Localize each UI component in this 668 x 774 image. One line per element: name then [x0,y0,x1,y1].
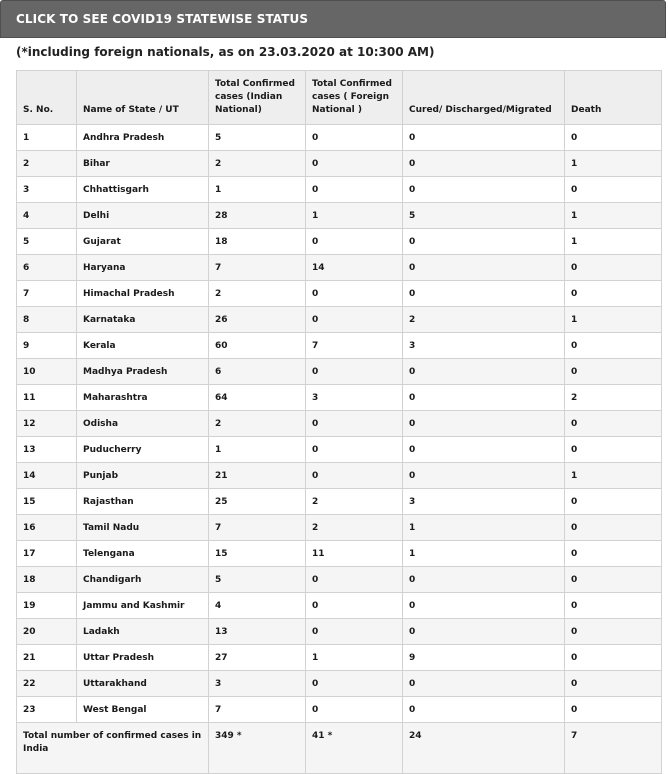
cell-confirmed-indian: 6 [209,359,306,385]
cell-confirmed-foreign: 0 [306,229,403,255]
table-row [17,385,662,411]
cell-death: 0 [565,411,662,437]
cell-sno: 11 [17,385,77,411]
cell-confirmed-indian: 5 [209,125,306,151]
cell-confirmed-indian: 18 [209,229,306,255]
data-note: (*including foreign nationals, as on 23.03.2020 at 10:300 AM) [16,45,435,59]
cell-confirmed-foreign: 0 [306,697,403,723]
cell-cured: 9 [403,645,565,671]
table-row [17,125,662,151]
cell-cured: 3 [403,333,565,359]
cell-cured: 3 [403,489,565,515]
cell-death: 0 [565,281,662,307]
cell-cured: 0 [403,593,565,619]
cell-death: 0 [565,359,662,385]
cell-state: Punjab [77,463,209,489]
table-row [17,567,662,593]
cell-death: 2 [565,385,662,411]
cell-sno: 8 [17,307,77,333]
cell-death: 0 [565,671,662,697]
col-header-confirmed-indian: Total Confirmed cases (Indian National) [209,71,306,125]
table-header-row [17,71,662,125]
cell-cured: 0 [403,177,565,203]
table-row [17,515,662,541]
cell-confirmed-foreign: 7 [306,333,403,359]
table-row [17,307,662,333]
cell-death: 1 [565,463,662,489]
cell-cured: 0 [403,697,565,723]
cell-state: Telengana [77,541,209,567]
cell-confirmed-foreign: 0 [306,567,403,593]
total-death: 7 [565,723,662,774]
table-row [17,541,662,567]
total-foreign: 41 * [306,723,403,774]
cell-death: 0 [565,255,662,281]
cell-cured: 0 [403,151,565,177]
cell-cured: 0 [403,229,565,255]
table-row [17,203,662,229]
cell-state: Karnataka [77,307,209,333]
cell-confirmed-indian: 2 [209,411,306,437]
statewise-status-toggle[interactable] [0,0,666,38]
cell-confirmed-foreign: 11 [306,541,403,567]
cell-death: 1 [565,229,662,255]
cell-sno: 7 [17,281,77,307]
col-header-sno: S. No. [17,71,77,125]
cell-state: Kerala [77,333,209,359]
cell-cured: 0 [403,463,565,489]
cell-sno: 20 [17,619,77,645]
cell-confirmed-foreign: 0 [306,125,403,151]
total-indian: 349 * [209,723,306,774]
table-row [17,281,662,307]
cell-sno: 5 [17,229,77,255]
col-header-death: Death [565,71,662,125]
cell-sno: 1 [17,125,77,151]
table-row [17,489,662,515]
cell-sno: 14 [17,463,77,489]
cell-cured: 0 [403,671,565,697]
cell-cured: 0 [403,619,565,645]
cell-sno: 2 [17,151,77,177]
cell-sno: 21 [17,645,77,671]
cell-death: 0 [565,697,662,723]
cell-death: 1 [565,203,662,229]
cell-confirmed-foreign: 1 [306,645,403,671]
cell-confirmed-indian: 2 [209,281,306,307]
cell-sno: 10 [17,359,77,385]
cell-state: Himachal Pradesh [77,281,209,307]
cell-confirmed-foreign: 0 [306,411,403,437]
cell-confirmed-indian: 1 [209,177,306,203]
cell-death: 0 [565,177,662,203]
cell-death: 0 [565,125,662,151]
cell-sno: 4 [17,203,77,229]
table-row [17,593,662,619]
table-row [17,645,662,671]
cell-cured: 0 [403,359,565,385]
cell-confirmed-indian: 25 [209,489,306,515]
col-header-confirmed-foreign: Total Confirmed cases ( Foreign National ) [306,71,403,125]
cell-sno: 16 [17,515,77,541]
cell-death: 1 [565,151,662,177]
cell-cured: 1 [403,515,565,541]
cell-cured: 1 [403,541,565,567]
cell-state: Odisha [77,411,209,437]
cell-confirmed-foreign: 1 [306,203,403,229]
cell-confirmed-foreign: 0 [306,593,403,619]
cell-confirmed-foreign: 2 [306,489,403,515]
cell-cured: 0 [403,385,565,411]
cell-death: 0 [565,619,662,645]
cell-sno: 3 [17,177,77,203]
cell-confirmed-foreign: 0 [306,463,403,489]
cell-cured: 5 [403,203,565,229]
cell-cured: 0 [403,567,565,593]
cell-state: Chhattisgarh [77,177,209,203]
col-header-state: Name of State / UT [77,71,209,125]
cell-confirmed-foreign: 0 [306,671,403,697]
cell-confirmed-foreign: 0 [306,281,403,307]
cell-sno: 15 [17,489,77,515]
table-row [17,229,662,255]
cell-state: Madhya Pradesh [77,359,209,385]
cell-confirmed-foreign: 0 [306,437,403,463]
cell-confirmed-foreign: 2 [306,515,403,541]
total-cured: 24 [403,723,565,774]
cell-death: 0 [565,333,662,359]
cell-confirmed-foreign: 3 [306,385,403,411]
cell-death: 0 [565,515,662,541]
cell-confirmed-indian: 7 [209,697,306,723]
table-row [17,411,662,437]
table-row [17,359,662,385]
cell-death: 0 [565,593,662,619]
cell-sno: 23 [17,697,77,723]
cell-confirmed-foreign: 0 [306,307,403,333]
cell-confirmed-indian: 5 [209,567,306,593]
cell-state: West Bengal [77,697,209,723]
cell-confirmed-indian: 26 [209,307,306,333]
cell-death: 0 [565,645,662,671]
cell-state: Uttarakhand [77,671,209,697]
cell-state: Puducherry [77,437,209,463]
cell-cured: 0 [403,125,565,151]
cell-confirmed-indian: 7 [209,515,306,541]
cell-death: 0 [565,437,662,463]
table-row [17,177,662,203]
cell-confirmed-foreign: 0 [306,177,403,203]
cell-confirmed-indian: 60 [209,333,306,359]
table-row [17,437,662,463]
cell-state: Uttar Pradesh [77,645,209,671]
total-row [17,723,662,774]
cell-state: Rajasthan [77,489,209,515]
cell-state: Maharashtra [77,385,209,411]
cell-death: 0 [565,489,662,515]
cell-confirmed-indian: 64 [209,385,306,411]
cell-sno: 6 [17,255,77,281]
cell-sno: 22 [17,671,77,697]
cell-death: 0 [565,567,662,593]
cell-sno: 19 [17,593,77,619]
cell-cured: 0 [403,437,565,463]
cell-confirmed-indian: 27 [209,645,306,671]
cell-state: Haryana [77,255,209,281]
cell-cured: 0 [403,255,565,281]
cell-confirmed-indian: 3 [209,671,306,697]
cell-confirmed-indian: 28 [209,203,306,229]
cell-confirmed-indian: 13 [209,619,306,645]
table-row [17,151,662,177]
statewise-status-title: CLICK TO SEE COVID19 STATEWISE STATUS [16,12,309,26]
col-header-cured: Cured/ Discharged/Migrated [403,71,565,125]
cell-confirmed-foreign: 0 [306,359,403,385]
cell-confirmed-foreign: 0 [306,151,403,177]
covid-statewise-table [16,70,662,774]
cell-cured: 0 [403,281,565,307]
cell-state: Delhi [77,203,209,229]
cell-sno: 12 [17,411,77,437]
cell-confirmed-indian: 1 [209,437,306,463]
cell-confirmed-indian: 4 [209,593,306,619]
cell-state: Bihar [77,151,209,177]
cell-state: Ladakh [77,619,209,645]
table-row [17,333,662,359]
cell-cured: 0 [403,411,565,437]
cell-sno: 18 [17,567,77,593]
cell-state: Tamil Nadu [77,515,209,541]
cell-sno: 13 [17,437,77,463]
table-row [17,463,662,489]
cell-cured: 2 [403,307,565,333]
table-row [17,619,662,645]
table-row [17,697,662,723]
cell-confirmed-indian: 21 [209,463,306,489]
total-label: Total number of confirmed cases in India [17,723,209,774]
cell-state: Andhra Pradesh [77,125,209,151]
cell-confirmed-foreign: 14 [306,255,403,281]
table-row [17,671,662,697]
cell-state: Chandigarh [77,567,209,593]
cell-state: Gujarat [77,229,209,255]
table-row [17,255,662,281]
cell-death: 1 [565,307,662,333]
cell-confirmed-indian: 2 [209,151,306,177]
cell-state: Jammu and Kashmir [77,593,209,619]
cell-sno: 9 [17,333,77,359]
cell-confirmed-indian: 7 [209,255,306,281]
cell-confirmed-indian: 15 [209,541,306,567]
cell-death: 0 [565,541,662,567]
cell-sno: 17 [17,541,77,567]
cell-confirmed-foreign: 0 [306,619,403,645]
